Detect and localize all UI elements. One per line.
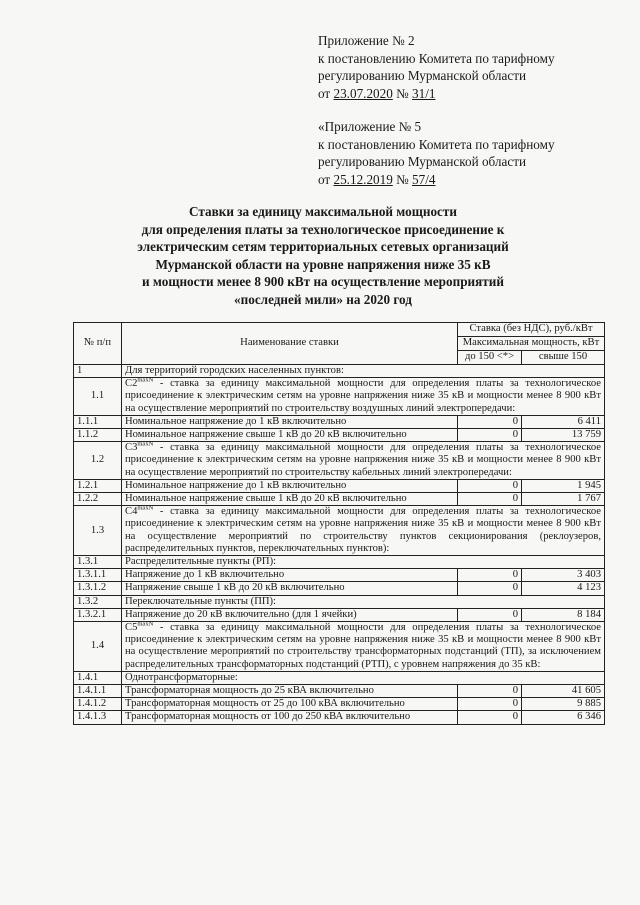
row-number: 1.3 (74, 506, 122, 556)
row-number: 1.3.1.2 (74, 582, 122, 595)
rate-description: - ставка за единицу максимальной мощности для определения платы за технологическое присоединение к электрическим сетям на уровне напряжения ниже 35 кВ и мощности менее 8 900 кВт на осуществление мероприятий по строительству пунктов секционирования (реклоузеров, распределительных пунктов, переключательных пунктов): (125, 506, 602, 554)
value-up-to-150: 0 (458, 479, 522, 492)
value-over-150: 3 403 (522, 569, 605, 582)
row-text: Переключательные пункты (ПП): (122, 595, 605, 608)
title-line: электрическим сетям территориальных сетевых организаций (137, 239, 509, 255)
row-number: 1.2.1 (74, 479, 122, 492)
header-rate-unit: Ставка (без НДС), руб./кВт (458, 323, 605, 337)
date-prefix: от (318, 85, 331, 101)
value-over-150: 41 605 (522, 685, 605, 698)
appendix-5-line2: регулированию Мурманской области (318, 154, 527, 169)
row-number: 1.4 (74, 622, 122, 672)
document-header (318, 32, 618, 204)
value-up-to-150: 0 (458, 711, 522, 724)
value-up-to-150: 0 (458, 698, 522, 711)
value-up-to-150: 0 (458, 685, 522, 698)
appendix-2-title: Приложение № 2 (318, 33, 415, 48)
row-number: 1.3.1 (74, 556, 122, 569)
rate-code-superscript: maxN (137, 376, 154, 384)
table-header (74, 323, 605, 365)
header-col-over-150: свыше 150 (522, 351, 605, 365)
value-up-to-150: 0 (458, 493, 522, 506)
table-row (74, 685, 605, 698)
value-over-150: 6 411 (522, 415, 605, 428)
table-row (74, 711, 605, 724)
rate-code: C2 (125, 378, 138, 390)
row-text (122, 378, 605, 416)
table-row (74, 506, 605, 556)
rate-description: - ставка за единицу максимальной мощности для определения платы за технологическое присоединение к электрическим сетям на уровне напряжения ниже 35 кВ и мощности менее 8 900 кВт на осуществление мероприятий по строительству воздушных линий электропередачи: (125, 378, 602, 414)
appendix-2-line1: к постановлению Комитета по тарифному (318, 50, 555, 66)
appendix-5-date: 25.12.2019 (333, 171, 393, 187)
value-over-150: 4 123 (522, 582, 605, 595)
table-row (74, 442, 605, 480)
appendix-2-line2: регулированию Мурманской области (318, 68, 527, 83)
appendix-5-block (318, 118, 618, 188)
value-over-150: 1 767 (522, 493, 605, 506)
row-number: 1 (74, 365, 122, 378)
value-over-150: 13 759 (522, 429, 605, 442)
row-text: Напряжение до 1 кВ включительно (122, 569, 458, 582)
table-body (74, 365, 605, 725)
row-number: 1.2.2 (74, 493, 122, 506)
table-row (74, 556, 605, 569)
rate-code: C3 (125, 442, 138, 454)
appendix-5-number: 57/4 (412, 171, 436, 187)
row-text: Номинальное напряжение свыше 1 кВ до 20 кВ включительно (122, 493, 458, 506)
rate-description: - ставка за единицу максимальной мощности для определения платы за технологическое присоединение к электрическим сетям на уровне напряжения ниже 35 кВ и мощности менее 8 900 кВт на осуществление мероприятий по строительству трансформаторных подстанций (ТП), за исключением распределительных трансформаторных подстанций (РТП), с уровнем напряжения до 35 кВ: (125, 622, 602, 670)
document-title (88, 203, 558, 309)
row-text: Номинальное напряжение до 1 кВ включительно (122, 415, 458, 428)
row-text (122, 622, 605, 672)
rate-description: - ставка за единицу максимальной мощности для определения платы за технологическое присоединение к электрическим сетям на уровне напряжения ниже 35 кВ и мощности менее 8 900 кВт на осуществление мероприятий по строительству кабельных линий электропередачи: (125, 442, 602, 478)
row-text: Номинальное напряжение свыше 1 кВ до 20 кВ включительно (122, 429, 458, 442)
row-text: Для территорий городских населенных пунктов: (122, 365, 605, 378)
table-row (74, 569, 605, 582)
header-col-up-to-150: до 150 <*> (458, 351, 522, 365)
title-line: Ставки за единицу максимальной мощности (189, 204, 457, 219)
title-line: и мощности менее 8 900 кВт на осуществление мероприятий (142, 274, 504, 290)
appendix-2-date-line (318, 85, 618, 103)
rate-code-superscript: maxN (137, 440, 154, 448)
row-number: 1.3.2 (74, 595, 122, 608)
value-over-150: 8 184 (522, 608, 605, 621)
table-row (74, 479, 605, 492)
appendix-2-number: 31/1 (412, 85, 436, 101)
value-up-to-150: 0 (458, 569, 522, 582)
row-number: 1.3.1.1 (74, 569, 122, 582)
table-row (74, 622, 605, 672)
appendix-2-date: 23.07.2020 (333, 85, 393, 101)
rate-code: C5 (125, 622, 138, 634)
row-text: Трансформаторная мощность от 25 до 100 кВА включительно (122, 698, 458, 711)
row-text: Трансформаторная мощность от 100 до 250 кВА включительно (122, 711, 458, 724)
number-prefix: № (396, 85, 409, 101)
row-number: 1.4.1.2 (74, 698, 122, 711)
value-up-to-150: 0 (458, 608, 522, 621)
row-number: 1.1.1 (74, 415, 122, 428)
header-number: № п/п (74, 323, 122, 365)
appendix-5-line1: к постановлению Комитета по тарифному (318, 136, 555, 152)
row-text: Однотрансформаторные: (122, 671, 605, 684)
number-prefix: № (396, 171, 409, 187)
row-text (122, 442, 605, 480)
value-up-to-150: 0 (458, 582, 522, 595)
row-number: 1.2 (74, 442, 122, 480)
title-line: «последней мили» на 2020 год (234, 291, 412, 307)
value-up-to-150: 0 (458, 429, 522, 442)
appendix-5-title: «Приложение № 5 (318, 119, 422, 134)
row-text: Напряжение до 20 кВ включительно (для 1 ячейки) (122, 608, 458, 621)
title-line: для определения платы за технологическое присоединение к (141, 221, 505, 237)
title-line: Мурманской области на уровне напряжения ниже 35 кВ (155, 256, 491, 272)
rate-code: C4 (125, 506, 138, 518)
rates-table (73, 322, 605, 725)
row-text: Номинальное напряжение до 1 кВ включительно (122, 479, 458, 492)
row-number: 1.4.1.1 (74, 685, 122, 698)
row-number: 1.4.1 (74, 671, 122, 684)
row-text (122, 506, 605, 556)
value-over-150: 6 346 (522, 711, 605, 724)
row-number: 1.4.1.3 (74, 711, 122, 724)
row-text: Трансформаторная мощность до 25 кВА включительно (122, 685, 458, 698)
table-row (74, 415, 605, 428)
table-row (74, 378, 605, 416)
table-row (74, 595, 605, 608)
value-over-150: 9 885 (522, 698, 605, 711)
appendix-5-date-line (318, 171, 618, 189)
row-text: Напряжение свыше 1 кВ до 20 кВ включительно (122, 582, 458, 595)
value-up-to-150: 0 (458, 415, 522, 428)
table-row (74, 698, 605, 711)
value-over-150: 1 945 (522, 479, 605, 492)
header-rate-name: Наименование ставки (122, 323, 458, 365)
header-max-power: Максимальная мощность, кВт (458, 337, 605, 351)
row-number: 1.1 (74, 378, 122, 416)
table-row (74, 582, 605, 595)
row-text: Распределительные пункты (РП): (122, 556, 605, 569)
row-number: 1.1.2 (74, 429, 122, 442)
rate-code-superscript: maxN (137, 504, 154, 512)
date-prefix: от (318, 171, 331, 187)
table-row (74, 671, 605, 684)
rate-code-superscript: maxN (137, 620, 154, 628)
appendix-2-block (318, 32, 618, 102)
row-number: 1.3.2.1 (74, 608, 122, 621)
